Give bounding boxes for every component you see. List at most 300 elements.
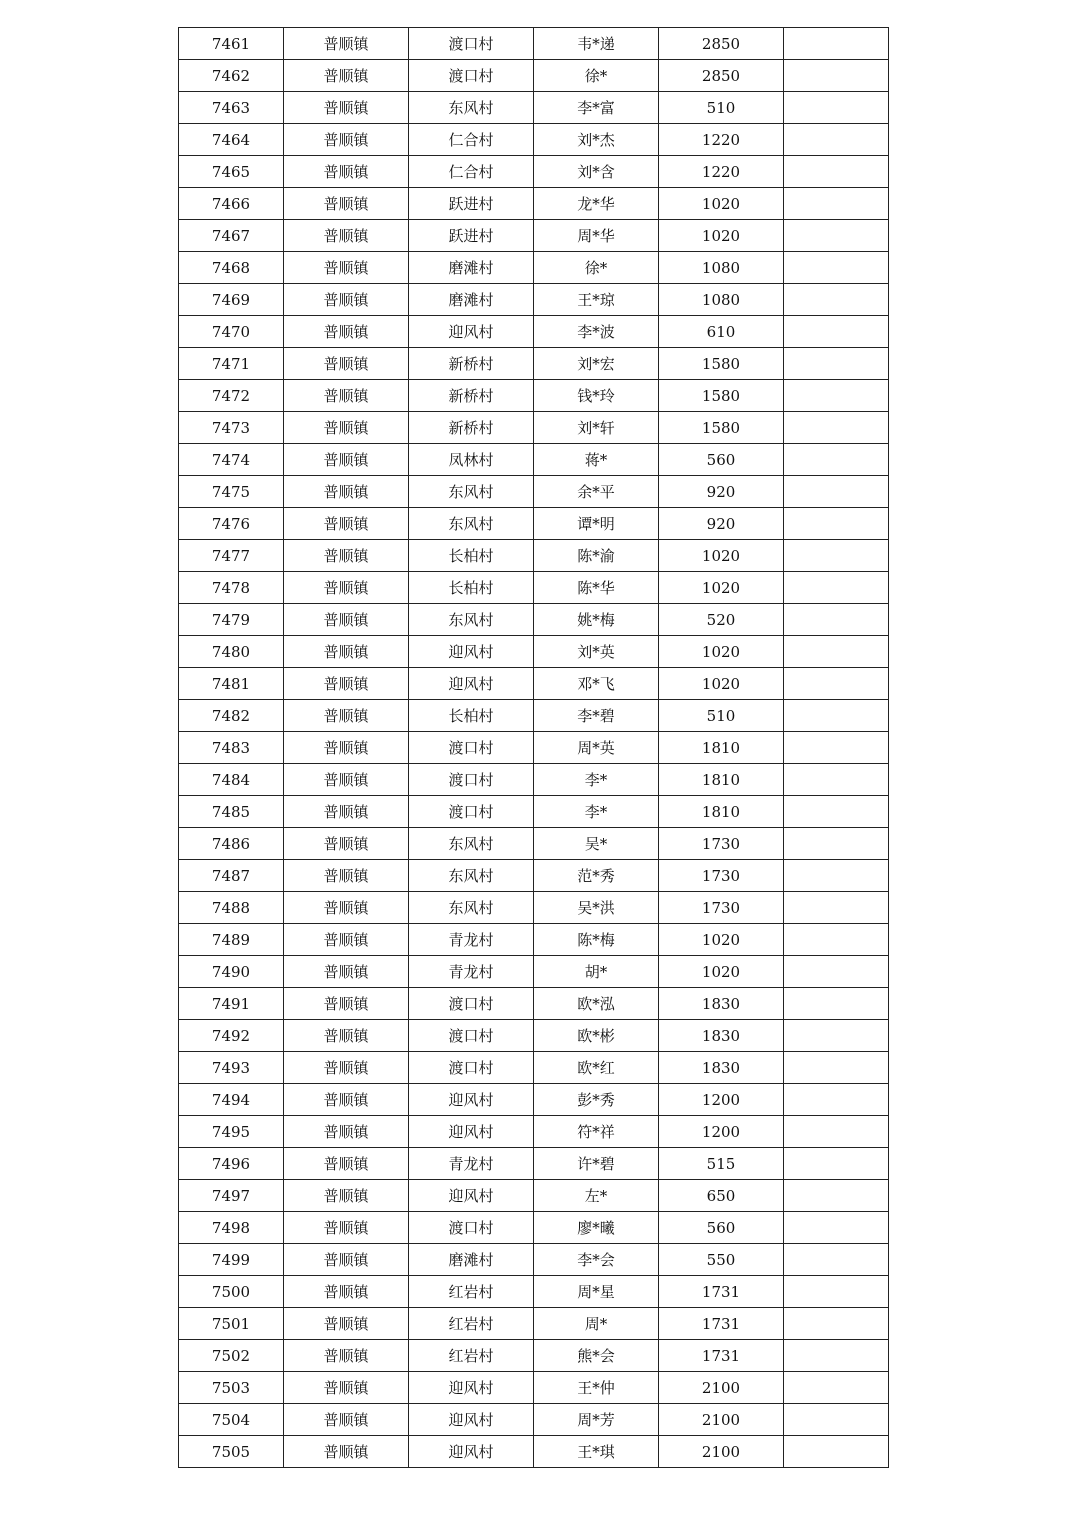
village-cell: 跃进村 xyxy=(409,220,534,252)
amount-cell: 2850 xyxy=(659,60,784,92)
row-number-cell: 7463 xyxy=(179,92,284,124)
amount-cell: 1020 xyxy=(659,956,784,988)
table-row xyxy=(179,412,889,444)
table-row xyxy=(179,316,889,348)
town-cell: 普顺镇 xyxy=(284,796,409,828)
amount-cell: 560 xyxy=(659,1212,784,1244)
note-cell xyxy=(784,1372,889,1404)
row-number-cell: 7489 xyxy=(179,924,284,956)
name-cell: 王*琼 xyxy=(534,284,659,316)
note-cell xyxy=(784,1180,889,1212)
table-row xyxy=(179,1052,889,1084)
table-row xyxy=(179,444,889,476)
amount-cell: 1580 xyxy=(659,412,784,444)
note-cell xyxy=(784,1020,889,1052)
row-number-cell: 7493 xyxy=(179,1052,284,1084)
village-cell: 东风村 xyxy=(409,828,534,860)
name-cell: 熊*会 xyxy=(534,1340,659,1372)
table-row xyxy=(179,28,889,60)
table-row xyxy=(179,1308,889,1340)
amount-cell: 2100 xyxy=(659,1436,784,1468)
name-cell: 陈*华 xyxy=(534,572,659,604)
town-cell: 普顺镇 xyxy=(284,636,409,668)
note-cell xyxy=(784,1340,889,1372)
table-row xyxy=(179,508,889,540)
row-number-cell: 7490 xyxy=(179,956,284,988)
town-cell: 普顺镇 xyxy=(284,1244,409,1276)
table-row xyxy=(179,1116,889,1148)
name-cell: 周*星 xyxy=(534,1276,659,1308)
amount-cell: 1020 xyxy=(659,636,784,668)
town-cell: 普顺镇 xyxy=(284,572,409,604)
note-cell xyxy=(784,764,889,796)
row-number-cell: 7479 xyxy=(179,604,284,636)
row-number-cell: 7499 xyxy=(179,1244,284,1276)
town-cell: 普顺镇 xyxy=(284,1436,409,1468)
village-cell: 渡口村 xyxy=(409,764,534,796)
town-cell: 普顺镇 xyxy=(284,508,409,540)
table-row xyxy=(179,348,889,380)
row-number-cell: 7470 xyxy=(179,316,284,348)
row-number-cell: 7468 xyxy=(179,252,284,284)
name-cell: 左* xyxy=(534,1180,659,1212)
amount-cell: 1730 xyxy=(659,892,784,924)
town-cell: 普顺镇 xyxy=(284,1212,409,1244)
amount-cell: 1730 xyxy=(659,860,784,892)
table-row xyxy=(179,124,889,156)
note-cell xyxy=(784,476,889,508)
name-cell: 周*华 xyxy=(534,220,659,252)
amount-cell: 1810 xyxy=(659,732,784,764)
row-number-cell: 7497 xyxy=(179,1180,284,1212)
amount-cell: 510 xyxy=(659,700,784,732)
town-cell: 普顺镇 xyxy=(284,1308,409,1340)
amount-cell: 1020 xyxy=(659,220,784,252)
village-cell: 渡口村 xyxy=(409,732,534,764)
row-number-cell: 7482 xyxy=(179,700,284,732)
village-cell: 青龙村 xyxy=(409,1148,534,1180)
amount-cell: 1730 xyxy=(659,828,784,860)
town-cell: 普顺镇 xyxy=(284,1340,409,1372)
table-row xyxy=(179,284,889,316)
note-cell xyxy=(784,60,889,92)
row-number-cell: 7491 xyxy=(179,988,284,1020)
amount-cell: 1810 xyxy=(659,796,784,828)
name-cell: 蒋* xyxy=(534,444,659,476)
amount-cell: 1020 xyxy=(659,572,784,604)
town-cell: 普顺镇 xyxy=(284,220,409,252)
village-cell: 长柏村 xyxy=(409,700,534,732)
town-cell: 普顺镇 xyxy=(284,956,409,988)
row-number-cell: 7476 xyxy=(179,508,284,540)
village-cell: 迎风村 xyxy=(409,1084,534,1116)
village-cell: 红岩村 xyxy=(409,1340,534,1372)
name-cell: 胡* xyxy=(534,956,659,988)
note-cell xyxy=(784,252,889,284)
name-cell: 刘*英 xyxy=(534,636,659,668)
name-cell: 李*波 xyxy=(534,316,659,348)
village-cell: 东风村 xyxy=(409,892,534,924)
village-cell: 渡口村 xyxy=(409,60,534,92)
note-cell xyxy=(784,220,889,252)
town-cell: 普顺镇 xyxy=(284,828,409,860)
town-cell: 普顺镇 xyxy=(284,476,409,508)
town-cell: 普顺镇 xyxy=(284,988,409,1020)
table-row xyxy=(179,1340,889,1372)
table-row xyxy=(179,924,889,956)
table-row xyxy=(179,1084,889,1116)
table-row xyxy=(179,668,889,700)
row-number-cell: 7485 xyxy=(179,796,284,828)
table-row xyxy=(179,1212,889,1244)
name-cell: 李*富 xyxy=(534,92,659,124)
town-cell: 普顺镇 xyxy=(284,1148,409,1180)
note-cell xyxy=(784,1212,889,1244)
row-number-cell: 7462 xyxy=(179,60,284,92)
village-cell: 渡口村 xyxy=(409,1020,534,1052)
town-cell: 普顺镇 xyxy=(284,60,409,92)
amount-cell: 1200 xyxy=(659,1084,784,1116)
amount-cell: 520 xyxy=(659,604,784,636)
row-number-cell: 7474 xyxy=(179,444,284,476)
town-cell: 普顺镇 xyxy=(284,444,409,476)
name-cell: 廖*曦 xyxy=(534,1212,659,1244)
village-cell: 东风村 xyxy=(409,604,534,636)
note-cell xyxy=(784,92,889,124)
name-cell: 欧*红 xyxy=(534,1052,659,1084)
name-cell: 李* xyxy=(534,764,659,796)
note-cell xyxy=(784,604,889,636)
town-cell: 普顺镇 xyxy=(284,348,409,380)
amount-cell: 1830 xyxy=(659,1052,784,1084)
name-cell: 王*琪 xyxy=(534,1436,659,1468)
note-cell xyxy=(784,1116,889,1148)
table-row xyxy=(179,1148,889,1180)
town-cell: 普顺镇 xyxy=(284,252,409,284)
row-number-cell: 7486 xyxy=(179,828,284,860)
name-cell: 龙*华 xyxy=(534,188,659,220)
row-number-cell: 7481 xyxy=(179,668,284,700)
town-cell: 普顺镇 xyxy=(284,124,409,156)
note-cell xyxy=(784,28,889,60)
table-row xyxy=(179,188,889,220)
name-cell: 陈*梅 xyxy=(534,924,659,956)
amount-cell: 1830 xyxy=(659,1020,784,1052)
amount-cell: 1020 xyxy=(659,540,784,572)
name-cell: 余*平 xyxy=(534,476,659,508)
name-cell: 李* xyxy=(534,796,659,828)
village-cell: 青龙村 xyxy=(409,924,534,956)
amount-cell: 1080 xyxy=(659,252,784,284)
village-cell: 磨滩村 xyxy=(409,252,534,284)
row-number-cell: 7465 xyxy=(179,156,284,188)
name-cell: 吴* xyxy=(534,828,659,860)
name-cell: 刘*宏 xyxy=(534,348,659,380)
note-cell xyxy=(784,444,889,476)
note-cell xyxy=(784,636,889,668)
row-number-cell: 7494 xyxy=(179,1084,284,1116)
row-number-cell: 7503 xyxy=(179,1372,284,1404)
name-cell: 周* xyxy=(534,1308,659,1340)
amount-cell: 2850 xyxy=(659,28,784,60)
table-row xyxy=(179,1436,889,1468)
name-cell: 徐* xyxy=(534,252,659,284)
note-cell xyxy=(784,284,889,316)
village-cell: 仁合村 xyxy=(409,124,534,156)
row-number-cell: 7480 xyxy=(179,636,284,668)
amount-cell: 1830 xyxy=(659,988,784,1020)
amount-cell: 1580 xyxy=(659,348,784,380)
note-cell xyxy=(784,1308,889,1340)
amount-cell: 1731 xyxy=(659,1340,784,1372)
town-cell: 普顺镇 xyxy=(284,1404,409,1436)
record-table-body xyxy=(179,28,889,1468)
town-cell: 普顺镇 xyxy=(284,284,409,316)
name-cell: 姚*梅 xyxy=(534,604,659,636)
row-number-cell: 7488 xyxy=(179,892,284,924)
village-cell: 迎风村 xyxy=(409,668,534,700)
note-cell xyxy=(784,380,889,412)
name-cell: 欧*彬 xyxy=(534,1020,659,1052)
table-row xyxy=(179,1244,889,1276)
village-cell: 渡口村 xyxy=(409,1052,534,1084)
note-cell xyxy=(784,1148,889,1180)
village-cell: 东风村 xyxy=(409,860,534,892)
table-row xyxy=(179,956,889,988)
town-cell: 普顺镇 xyxy=(284,156,409,188)
village-cell: 迎风村 xyxy=(409,1116,534,1148)
note-cell xyxy=(784,1436,889,1468)
row-number-cell: 7473 xyxy=(179,412,284,444)
village-cell: 渡口村 xyxy=(409,796,534,828)
note-cell xyxy=(784,1404,889,1436)
note-cell xyxy=(784,1276,889,1308)
village-cell: 东风村 xyxy=(409,476,534,508)
amount-cell: 1580 xyxy=(659,380,784,412)
amount-cell: 560 xyxy=(659,444,784,476)
name-cell: 李*碧 xyxy=(534,700,659,732)
note-cell xyxy=(784,412,889,444)
name-cell: 刘*含 xyxy=(534,156,659,188)
note-cell xyxy=(784,700,889,732)
table-row xyxy=(179,252,889,284)
note-cell xyxy=(784,124,889,156)
row-number-cell: 7464 xyxy=(179,124,284,156)
town-cell: 普顺镇 xyxy=(284,892,409,924)
name-cell: 范*秀 xyxy=(534,860,659,892)
table-row xyxy=(179,892,889,924)
town-cell: 普顺镇 xyxy=(284,764,409,796)
row-number-cell: 7504 xyxy=(179,1404,284,1436)
town-cell: 普顺镇 xyxy=(284,188,409,220)
town-cell: 普顺镇 xyxy=(284,668,409,700)
name-cell: 彭*秀 xyxy=(534,1084,659,1116)
village-cell: 迎风村 xyxy=(409,1436,534,1468)
name-cell: 符*祥 xyxy=(534,1116,659,1148)
name-cell: 周*芳 xyxy=(534,1404,659,1436)
note-cell xyxy=(784,892,889,924)
row-number-cell: 7496 xyxy=(179,1148,284,1180)
name-cell: 刘*杰 xyxy=(534,124,659,156)
town-cell: 普顺镇 xyxy=(284,380,409,412)
note-cell xyxy=(784,956,889,988)
amount-cell: 920 xyxy=(659,476,784,508)
row-number-cell: 7495 xyxy=(179,1116,284,1148)
name-cell: 吴*洪 xyxy=(534,892,659,924)
village-cell: 红岩村 xyxy=(409,1308,534,1340)
row-number-cell: 7501 xyxy=(179,1308,284,1340)
village-cell: 长柏村 xyxy=(409,540,534,572)
town-cell: 普顺镇 xyxy=(284,28,409,60)
table-row xyxy=(179,860,889,892)
amount-cell: 1731 xyxy=(659,1308,784,1340)
row-number-cell: 7500 xyxy=(179,1276,284,1308)
table-row xyxy=(179,156,889,188)
table-row xyxy=(179,60,889,92)
table-row xyxy=(179,220,889,252)
amount-cell: 1220 xyxy=(659,124,784,156)
table-row xyxy=(179,604,889,636)
table-row xyxy=(179,636,889,668)
village-cell: 青龙村 xyxy=(409,956,534,988)
note-cell xyxy=(784,668,889,700)
row-number-cell: 7471 xyxy=(179,348,284,380)
row-number-cell: 7484 xyxy=(179,764,284,796)
table-row xyxy=(179,828,889,860)
village-cell: 新桥村 xyxy=(409,380,534,412)
table-row xyxy=(179,572,889,604)
town-cell: 普顺镇 xyxy=(284,1372,409,1404)
town-cell: 普顺镇 xyxy=(284,1276,409,1308)
name-cell: 谭*明 xyxy=(534,508,659,540)
table-row xyxy=(179,764,889,796)
table-row xyxy=(179,988,889,1020)
town-cell: 普顺镇 xyxy=(284,1020,409,1052)
town-cell: 普顺镇 xyxy=(284,92,409,124)
note-cell xyxy=(784,988,889,1020)
row-number-cell: 7469 xyxy=(179,284,284,316)
table-row xyxy=(179,1180,889,1212)
village-cell: 迎风村 xyxy=(409,1180,534,1212)
row-number-cell: 7492 xyxy=(179,1020,284,1052)
name-cell: 钱*玲 xyxy=(534,380,659,412)
table-row xyxy=(179,540,889,572)
row-number-cell: 7505 xyxy=(179,1436,284,1468)
town-cell: 普顺镇 xyxy=(284,1180,409,1212)
row-number-cell: 7498 xyxy=(179,1212,284,1244)
amount-cell: 515 xyxy=(659,1148,784,1180)
note-cell xyxy=(784,1052,889,1084)
table-row xyxy=(179,476,889,508)
town-cell: 普顺镇 xyxy=(284,540,409,572)
note-cell xyxy=(784,540,889,572)
town-cell: 普顺镇 xyxy=(284,700,409,732)
town-cell: 普顺镇 xyxy=(284,1116,409,1148)
village-cell: 磨滩村 xyxy=(409,284,534,316)
amount-cell: 2100 xyxy=(659,1404,784,1436)
village-cell: 渡口村 xyxy=(409,1212,534,1244)
note-cell xyxy=(784,796,889,828)
row-number-cell: 7461 xyxy=(179,28,284,60)
note-cell xyxy=(784,572,889,604)
town-cell: 普顺镇 xyxy=(284,604,409,636)
name-cell: 韦*递 xyxy=(534,28,659,60)
table-row xyxy=(179,700,889,732)
amount-cell: 920 xyxy=(659,508,784,540)
amount-cell: 1200 xyxy=(659,1116,784,1148)
table-row xyxy=(179,732,889,764)
village-cell: 仁合村 xyxy=(409,156,534,188)
note-cell xyxy=(784,732,889,764)
amount-cell: 1080 xyxy=(659,284,784,316)
note-cell xyxy=(784,924,889,956)
note-cell xyxy=(784,828,889,860)
town-cell: 普顺镇 xyxy=(284,924,409,956)
name-cell: 许*碧 xyxy=(534,1148,659,1180)
note-cell xyxy=(784,860,889,892)
table-row xyxy=(179,796,889,828)
amount-cell: 550 xyxy=(659,1244,784,1276)
amount-cell: 1810 xyxy=(659,764,784,796)
village-cell: 迎风村 xyxy=(409,1404,534,1436)
town-cell: 普顺镇 xyxy=(284,1052,409,1084)
note-cell xyxy=(784,508,889,540)
amount-cell: 610 xyxy=(659,316,784,348)
row-number-cell: 7502 xyxy=(179,1340,284,1372)
table-row xyxy=(179,1404,889,1436)
table-row xyxy=(179,92,889,124)
name-cell: 欧*泓 xyxy=(534,988,659,1020)
amount-cell: 1731 xyxy=(659,1276,784,1308)
name-cell: 刘*轩 xyxy=(534,412,659,444)
note-cell xyxy=(784,1084,889,1116)
row-number-cell: 7466 xyxy=(179,188,284,220)
village-cell: 红岩村 xyxy=(409,1276,534,1308)
note-cell xyxy=(784,156,889,188)
row-number-cell: 7483 xyxy=(179,732,284,764)
row-number-cell: 7467 xyxy=(179,220,284,252)
town-cell: 普顺镇 xyxy=(284,1084,409,1116)
town-cell: 普顺镇 xyxy=(284,316,409,348)
name-cell: 邓*飞 xyxy=(534,668,659,700)
table-row xyxy=(179,380,889,412)
village-cell: 迎风村 xyxy=(409,316,534,348)
record-table xyxy=(178,27,889,1468)
amount-cell: 510 xyxy=(659,92,784,124)
village-cell: 凤林村 xyxy=(409,444,534,476)
note-cell xyxy=(784,316,889,348)
note-cell xyxy=(784,348,889,380)
name-cell: 徐* xyxy=(534,60,659,92)
village-cell: 磨滩村 xyxy=(409,1244,534,1276)
amount-cell: 1020 xyxy=(659,924,784,956)
village-cell: 长柏村 xyxy=(409,572,534,604)
note-cell xyxy=(784,1244,889,1276)
row-number-cell: 7475 xyxy=(179,476,284,508)
name-cell: 王*仲 xyxy=(534,1372,659,1404)
town-cell: 普顺镇 xyxy=(284,412,409,444)
table-row xyxy=(179,1372,889,1404)
village-cell: 跃进村 xyxy=(409,188,534,220)
name-cell: 陈*渝 xyxy=(534,540,659,572)
row-number-cell: 7472 xyxy=(179,380,284,412)
village-cell: 东风村 xyxy=(409,92,534,124)
village-cell: 新桥村 xyxy=(409,348,534,380)
amount-cell: 1220 xyxy=(659,156,784,188)
village-cell: 渡口村 xyxy=(409,28,534,60)
table-row xyxy=(179,1276,889,1308)
amount-cell: 2100 xyxy=(659,1372,784,1404)
